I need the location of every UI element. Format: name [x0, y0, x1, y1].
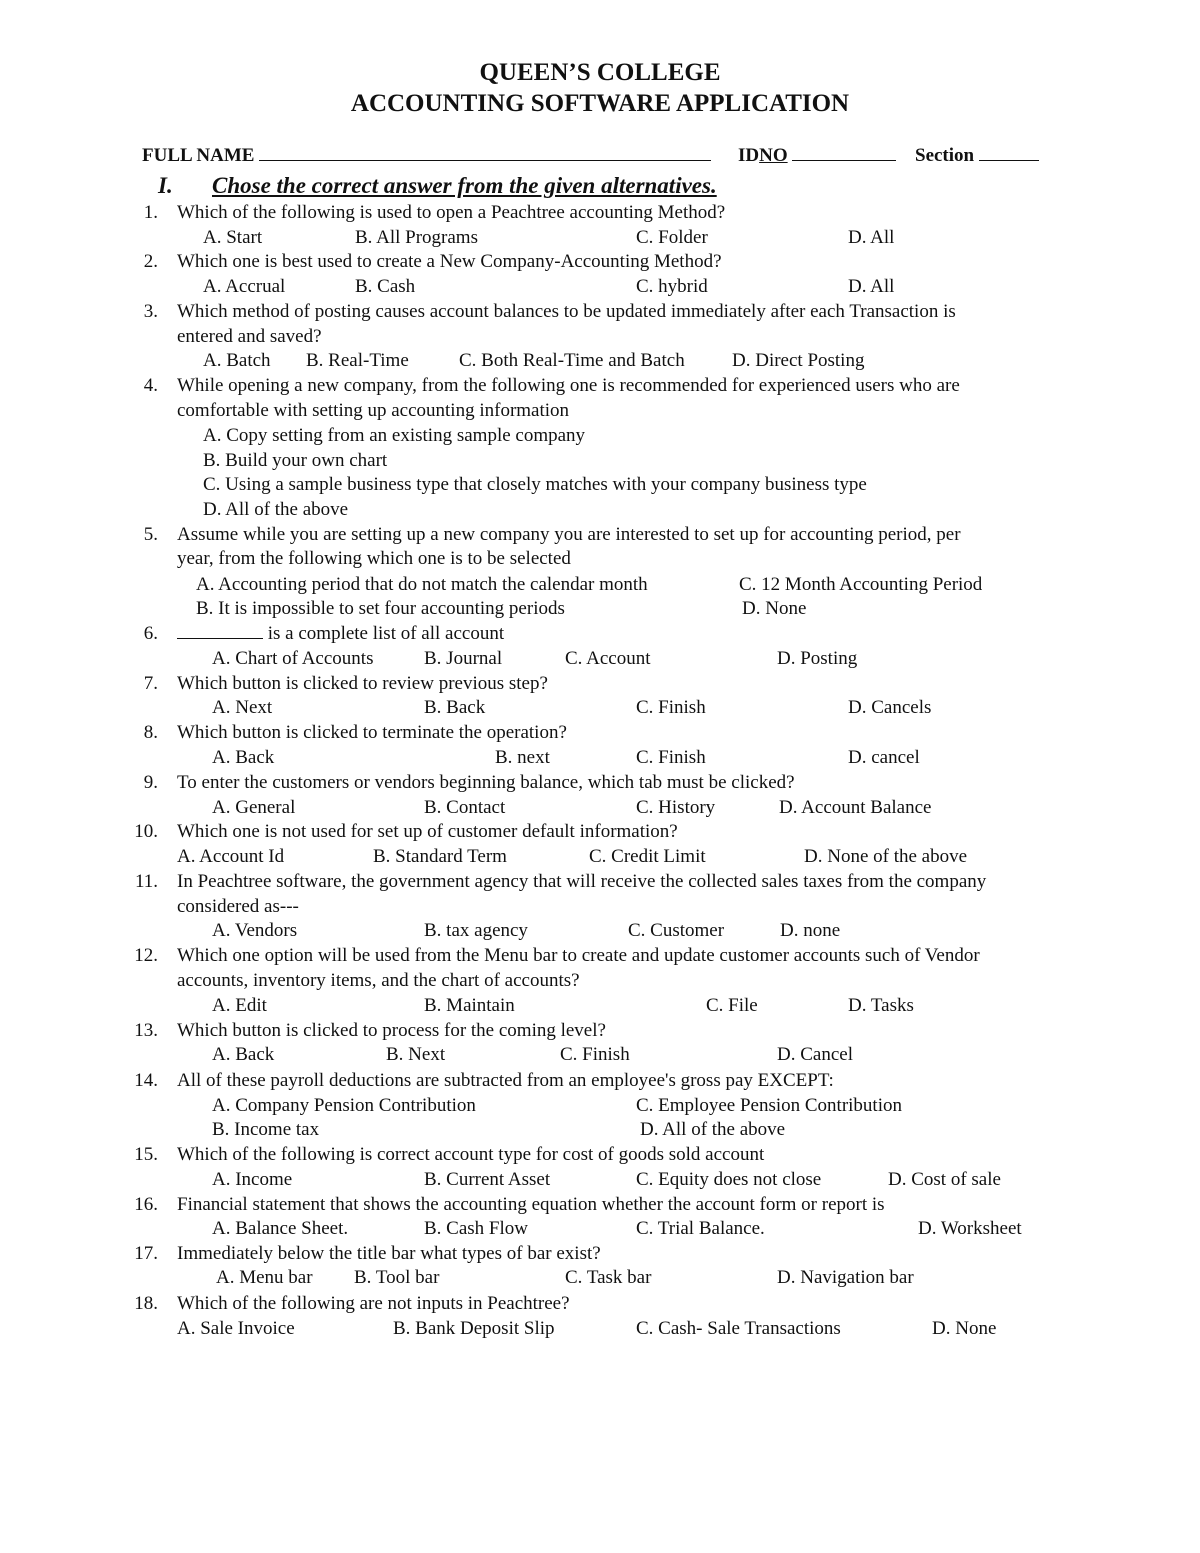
option: B. Bank Deposit Slip: [393, 1318, 555, 1339]
option: B. Income tax: [212, 1119, 320, 1140]
question-number: 3.: [143, 301, 158, 322]
option: C. Both Real-Time and Batch: [459, 350, 685, 371]
option: A. Back: [212, 747, 275, 768]
option: A. Back: [212, 1044, 275, 1065]
option: C. Customer: [628, 920, 725, 941]
option: D. Direct Posting: [732, 350, 865, 371]
id-no-field: [738, 146, 896, 165]
option: A. Copy setting from an existing sample company: [203, 425, 586, 446]
option: C. Account: [565, 648, 651, 669]
option: C. File: [706, 995, 758, 1016]
option: D. All: [848, 276, 895, 297]
option: B. Journal: [424, 648, 503, 669]
option: D. Navigation bar: [777, 1267, 914, 1288]
question-text: Which button is clicked to terminate the operation?: [177, 722, 567, 743]
option: D. None: [742, 598, 807, 619]
option: B. Cash: [355, 276, 416, 297]
question-number: 18.: [134, 1293, 158, 1314]
section-field: [915, 146, 1039, 165]
question-number: 4.: [143, 375, 158, 396]
section-label: Section: [915, 145, 975, 166]
question-number: 15.: [134, 1144, 158, 1165]
option: C. Finish: [560, 1044, 630, 1065]
option: B. Contact: [424, 797, 506, 818]
option: B. Standard Term: [373, 846, 507, 867]
no-label: NO: [759, 145, 788, 166]
option: A. Company Pension Contribution: [212, 1095, 476, 1116]
option: C. hybrid: [636, 276, 708, 297]
question-number: 1.: [143, 202, 158, 223]
question-text-tail: is a complete list of all account: [267, 623, 505, 644]
option: A. Vendors: [212, 920, 298, 941]
option: B. All Programs: [355, 227, 478, 248]
option: A. Account Id: [177, 846, 285, 867]
option: D. cancel: [848, 747, 920, 768]
full-name-field: [142, 146, 711, 165]
option: A. Start: [203, 227, 263, 248]
section-blank: [979, 160, 1039, 161]
question-number: 17.: [134, 1243, 158, 1264]
option: D. Cost of sale: [888, 1169, 1001, 1190]
question-text: Financial statement that shows the accounting equation whether the account form or report is: [177, 1194, 885, 1215]
option: C. History: [636, 797, 716, 818]
question-text: Which of the following is correct account type for cost of goods sold account: [177, 1144, 765, 1165]
option: B. Cash Flow: [424, 1218, 528, 1239]
option: D. All: [848, 227, 895, 248]
option: B. next: [495, 747, 550, 768]
question-text-continued: comfortable with setting up accounting information: [177, 400, 570, 421]
option: A. Accounting period that do not match the calendar month: [196, 574, 648, 595]
question-text: Immediately below the title bar what types of bar exist?: [177, 1243, 601, 1264]
question-text-continued: entered and saved?: [177, 326, 322, 347]
full-name-label: FULL NAME: [142, 145, 255, 166]
fill-in-blank: [177, 638, 263, 639]
question-number: 12.: [134, 945, 158, 966]
section-instruction: Chose the correct answer from the given alternatives.: [212, 173, 717, 198]
question-number: 14.: [134, 1070, 158, 1091]
question-text-continued: year, from the following which one is to be selected: [177, 548, 571, 569]
question-number: 5.: [143, 524, 158, 545]
full-name-blank: [259, 160, 711, 161]
question-text: To enter the customers or vendors beginning balance, which tab must be clicked?: [177, 772, 795, 793]
option: D. Cancel: [777, 1044, 853, 1065]
option: C. Equity does not close: [636, 1169, 822, 1190]
option: A. General: [212, 797, 296, 818]
question-text: While opening a new company, from the following one is recommended for experienced users who are: [177, 375, 960, 396]
question-text: Which one option will be used from the Menu bar to create and update customer accounts such of Vendor: [177, 945, 980, 966]
option: D. All of the above: [640, 1119, 786, 1140]
option: A. Batch: [203, 350, 271, 371]
question-text: All of these payroll deductions are subtracted from an employee's gross pay EXCEPT:: [177, 1070, 834, 1091]
section-roman: I.: [158, 173, 173, 198]
option: B. It is impossible to set four accounting periods: [196, 598, 565, 619]
question-text-continued: considered as---: [177, 896, 299, 917]
option: D. None: [932, 1318, 997, 1339]
question-text: Which one is not used for set up of customer default information?: [177, 821, 678, 842]
question-number: 9.: [143, 772, 158, 793]
option: B. tax agency: [424, 920, 528, 941]
option: A. Next: [212, 697, 273, 718]
question-text-continued: accounts, inventory items, and the chart of accounts?: [177, 970, 580, 991]
question-text: Which button is clicked to review previous step?: [177, 673, 548, 694]
option: A. Edit: [212, 995, 267, 1016]
option: B. Current Asset: [424, 1169, 551, 1190]
option: B. Real-Time: [306, 350, 409, 371]
option: C. Folder: [636, 227, 708, 248]
question-number: 16.: [134, 1194, 158, 1215]
option: D. Posting: [777, 648, 858, 669]
question-text: Which one is best used to create a New Company-Accounting Method?: [177, 251, 722, 272]
option: B. Maintain: [424, 995, 515, 1016]
option: D. All of the above: [203, 499, 349, 520]
option: C. Trial Balance.: [636, 1218, 765, 1239]
option: D. Account Balance: [779, 797, 932, 818]
option: C. 12 Month Accounting Period: [739, 574, 983, 595]
option: D. None of the above: [804, 846, 968, 867]
option: A. Chart of Accounts: [212, 648, 374, 669]
option: B. Back: [424, 697, 486, 718]
question-text: Which method of posting causes account balances to be updated immediately after each Transaction is: [177, 301, 956, 322]
option: C. Cash- Sale Transactions: [636, 1318, 841, 1339]
option: B. Tool bar: [354, 1267, 440, 1288]
question-text: Which of the following are not inputs in Peachtree?: [177, 1293, 570, 1314]
question-number: 6.: [143, 623, 158, 644]
option: A. Sale Invoice: [177, 1318, 295, 1339]
question-number: 10.: [134, 821, 158, 842]
school-title: QUEEN’S COLLEGE: [479, 59, 721, 86]
id-no-blank: [792, 160, 896, 161]
option: C. Finish: [636, 747, 706, 768]
question-text: Which of the following is used to open a Peachtree accounting Method?: [177, 202, 726, 223]
option: C. Finish: [636, 697, 706, 718]
question-text: In Peachtree software, the government agency that will receive the collected sales taxes from the company: [177, 871, 987, 892]
option: D. Worksheet: [918, 1218, 1022, 1239]
question-text: [177, 624, 504, 643]
course-title: ACCOUNTING SOFTWARE APPLICATION: [350, 90, 850, 117]
option: C. Task bar: [565, 1267, 652, 1288]
option: B. Next: [386, 1044, 446, 1065]
question-number: 8.: [143, 722, 158, 743]
question-number: 13.: [134, 1020, 158, 1041]
question-number: 7.: [143, 673, 158, 694]
question-text: Which button is clicked to process for the coming level?: [177, 1020, 606, 1041]
option: A. Income: [212, 1169, 293, 1190]
option: D. Cancels: [848, 697, 932, 718]
option: C. Using a sample business type that closely matches with your company business type: [203, 474, 867, 495]
option: B. Build your own chart: [203, 450, 388, 471]
option: C. Credit Limit: [589, 846, 706, 867]
option: A. Menu bar: [216, 1267, 313, 1288]
option: D. Tasks: [848, 995, 914, 1016]
option: D. none: [780, 920, 841, 941]
question-text: Assume while you are setting up a new company you are interested to set up for accounting period, per: [177, 524, 961, 545]
option: A. Balance Sheet.: [212, 1218, 349, 1239]
question-number: 11.: [134, 871, 158, 892]
question-number: 2.: [143, 251, 158, 272]
option: A. Accrual: [203, 276, 286, 297]
id-label: ID: [738, 145, 760, 166]
option: C. Employee Pension Contribution: [636, 1095, 902, 1116]
